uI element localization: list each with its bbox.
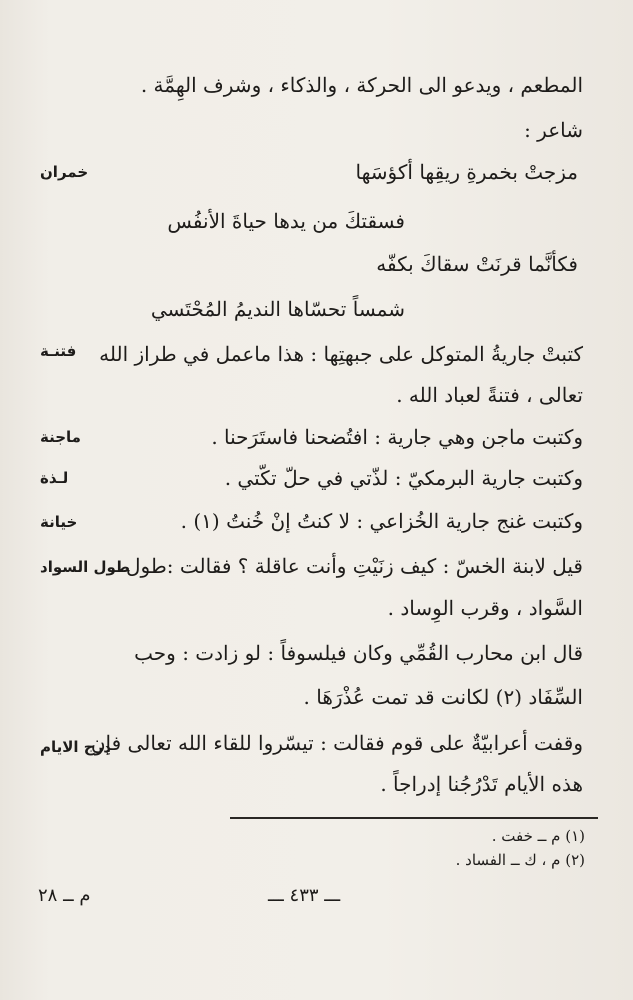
- poem-attribution: شاعر :: [524, 118, 583, 142]
- footnote: (١) م ــ خفت .: [491, 827, 585, 845]
- verse-line: مزجتْ بخمرةِ ريقِها أكؤسَها: [355, 160, 578, 184]
- text-line: تعالى ، فتنةً لعباد الله .: [396, 383, 583, 407]
- margin-note: لـذة: [40, 469, 69, 487]
- text-line: وقفت أعرابيّةٌ على قوم فقالت : تيسّروا للقاء الله تعالى فإن: [90, 731, 583, 755]
- text-line: وكتبت جارية البرمكيّ : لذّتي في حلّ تكّتي .: [224, 466, 583, 490]
- margin-note: طول السواد: [40, 558, 131, 576]
- verse-line: فسقتكَ من يدها حياةَ الأنفُس: [167, 209, 405, 233]
- text-line: السَّواد ، وقرب الوِساد .: [387, 596, 583, 620]
- margin-note: خمران: [40, 163, 89, 181]
- text-line: هذه الأيام تَدْرُجُنا إدراجاً .: [380, 772, 583, 796]
- margin-note: خيانة: [40, 513, 78, 531]
- text-line: المطعم ، ويدعو الى الحركة ، والذكاء ، وشرف الهِمَّة .: [140, 73, 583, 97]
- text-line: كتبتْ جاريةُ المتوكل على جبهتِها : هذا ماعمل في طراز الله: [99, 342, 583, 366]
- verse-line: فكأنَّما قرنَتْ سقاكَ بكفّه: [376, 252, 578, 276]
- margin-note: ماجنة: [40, 428, 81, 446]
- text-line: قال ابن محارب القُمِّي وكان فيلسوفاً : لو زادت : وحب: [134, 641, 583, 665]
- page-number: ـــ ٤٣٣ ـــ: [268, 885, 341, 906]
- verse-line: شمساً تحسّاها النديمُ المُحْتَسي: [150, 297, 405, 321]
- text-line: قيل لابنة الخسّ : كيف زنَيْتِ وأنت عاقلة ؟ فقالت :طول: [126, 554, 583, 578]
- footnote: (٢) م ، ك ــ الفساد .: [455, 851, 585, 869]
- text-line: وكتبت ماجن وهي جارية : افتُضحنا فاستَرَحنا .: [211, 425, 583, 449]
- footnote-separator: [230, 817, 598, 819]
- text-line: السِّفَاد (٢) لكانت قد تمت عُذْرَهَا .: [303, 685, 583, 709]
- signature-mark: م ــ ٢٨: [38, 885, 91, 906]
- text-line: وكتبت غنج جارية الخُزاعي : لا كنتُ إنْ خُنتُ (١) .: [180, 509, 583, 533]
- margin-note: فتنـة: [40, 342, 77, 360]
- margin-note: درج الايام: [40, 738, 111, 756]
